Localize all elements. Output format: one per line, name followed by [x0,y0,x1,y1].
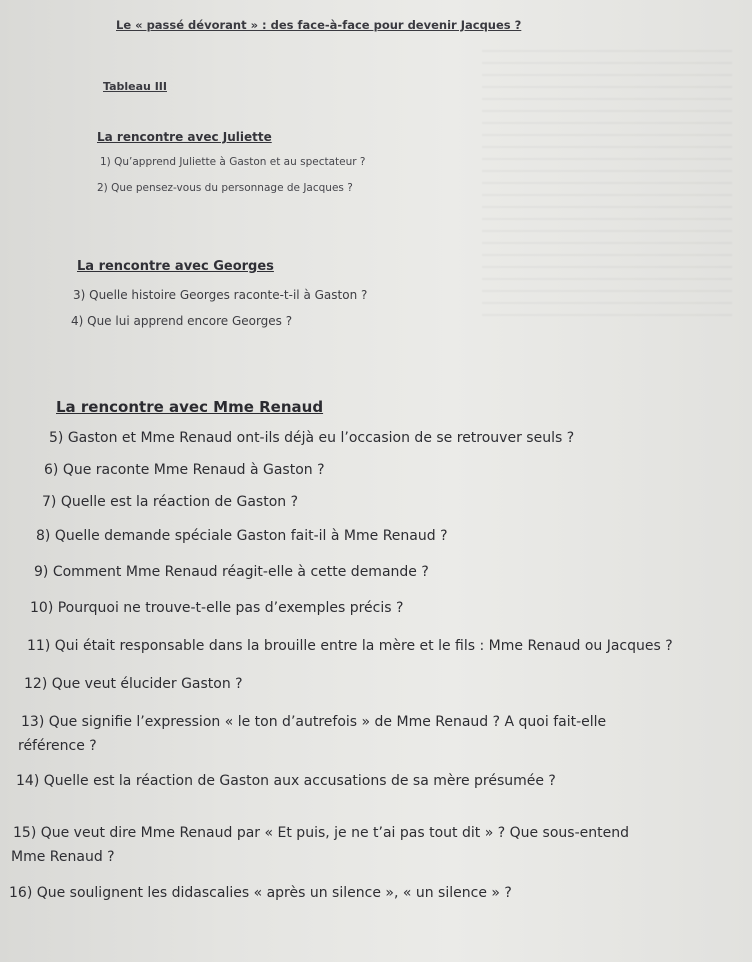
question-7: 7) Quelle est la réaction de Gaston ? [42,494,299,510]
section-heading-juliette: La rencontre avec Juliette [97,130,272,144]
tableau-label: Tableau III [103,80,167,93]
question-16: 16) Que soulignent les didascalies « après un silence », « un silence » ? [9,885,512,901]
question-13-line-1: 13) Que signifie l’expression « le ton d’autrefois » de Mme Renaud ? A quoi fait-elle [21,714,607,730]
question-14: 14) Quelle est la réaction de Gaston aux accusations de sa mère présumée ? [16,773,556,789]
question-2: 2) Que pensez-vous du personnage de Jacques ? [97,182,353,194]
question-5: 5) Gaston et Mme Renaud ont-ils déjà eu l’occasion de se retrouver seuls ? [49,430,575,446]
question-15-line-1: 15) Que veut dire Mme Renaud par « Et puis, je ne t’ai pas tout dit » ? Que sous-entend [13,825,629,841]
section-heading-georges: La rencontre avec Georges [77,259,274,274]
question-4: 4) Que lui apprend encore Georges ? [71,314,293,328]
section-heading-mme-renaud: La rencontre avec Mme Renaud [56,398,324,416]
question-13-line-2: référence ? [18,738,97,754]
question-10: 10) Pourquoi ne trouve-t-elle pas d’exemples précis ? [30,600,404,616]
question-6: 6) Que raconte Mme Renaud à Gaston ? [44,462,325,478]
question-15-line-2: Mme Renaud ? [11,849,115,865]
question-12: 12) Que veut élucider Gaston ? [24,676,243,692]
question-1: 1) Qu’apprend Juliette à Gaston et au spectateur ? [100,156,366,168]
question-8: 8) Quelle demande spéciale Gaston fait-il à Mme Renaud ? [36,528,448,544]
document-title: Le « passé dévorant » : des face-à-face pour devenir Jacques ? [116,18,522,32]
show-through-text [482,40,732,320]
question-9: 9) Comment Mme Renaud réagit-elle à cette demande ? [34,564,429,580]
question-3: 3) Quelle histoire Georges raconte-t-il à Gaston ? [73,288,368,302]
question-11: 11) Qui était responsable dans la brouille entre la mère et le fils : Mme Renaud ou Jacques ? [27,638,673,654]
